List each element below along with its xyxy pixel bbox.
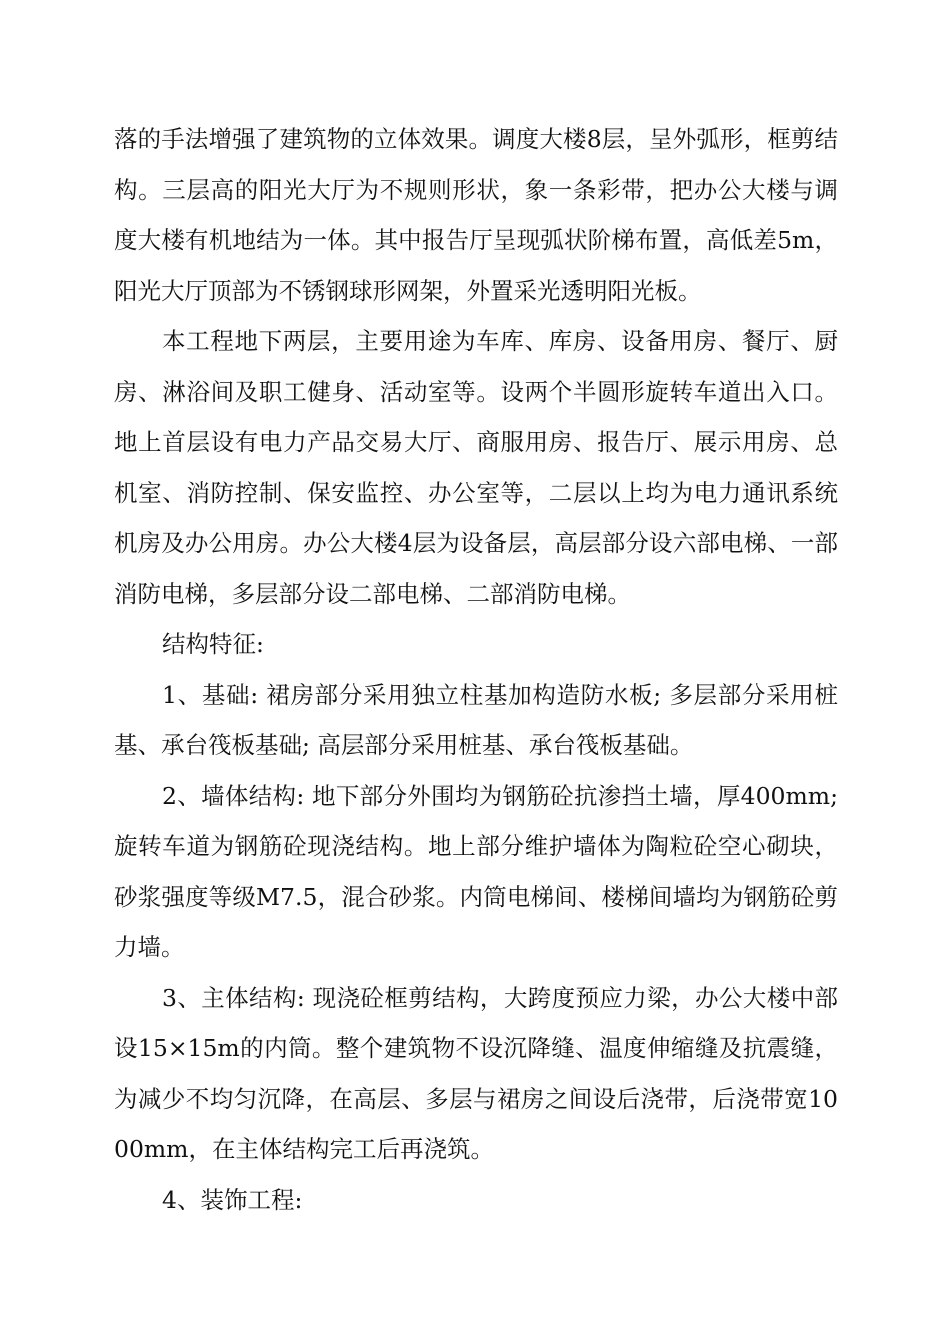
paragraph-wall-structure: 2、墙体结构: 地下部分外围均为钢筋砼抗渗挡土墙，厚400mm; 旋转车道为钢筋砼现浇结构。地上部分维护墙体为陶粒砼空心砌块，砂浆强度等级M7.5，混合砂浆。内筒电梯间、楼梯间墙均为钢筋砼剪力墙。 — [114, 781, 838, 961]
paragraph-foundation: 1、基础: 裙房部分采用独立柱基加构造防水板; 多层部分采用桩基、承台筏板基础; 高层部分采用桩基、承台筏板基础。 — [114, 680, 838, 759]
paragraph-floor-usage: 本工程地下两层，主要用途为车库、库房、设备用房、餐厅、厨房、淋浴间及职工健身、活动室等。设两个半圆形旋转车道出入口。地上首层设有电力产品交易大厅、商服用房、报告厅、展示用房、总机室、消防控制、保安监控、办公室等，二层以上均为电力通讯系统机房及办公用房。办公大楼4层为设备层，高层部分设六部电梯、一部消防电梯，多层部分设二部电梯、二部消防电梯。 — [114, 327, 838, 608]
heading-decoration-works: 4、装饰工程: — [162, 1185, 303, 1214]
paragraph-building-form: 落的手法增强了建筑物的立体效果。调度大楼8层，呈外弧形，框剪结构。三层高的阳光大厅为不规则形状，象一条彩带，把办公大楼与调度大楼有机地结为一体。其中报告厅呈现弧状阶梯布置，高低差5m，阳光大厅顶部为不锈钢球形网架，外置采光透明阳光板。 — [114, 125, 838, 305]
heading-structural-features: 结构特征: — [162, 630, 264, 658]
document-body — [114, 114, 838, 1225]
paragraph-main-structure: 3、主体结构: 现浇砼框剪结构，大跨度预应力梁，办公大楼中部设15×15m的内筒。整个建筑物不设沉降缝、温度伸缩缝及抗震缝，为减少不均匀沉降，在高层、多层与裙房之间设后浇带，后浇带宽1000mm，在主体结构完工后再浇筑。 — [114, 983, 838, 1163]
